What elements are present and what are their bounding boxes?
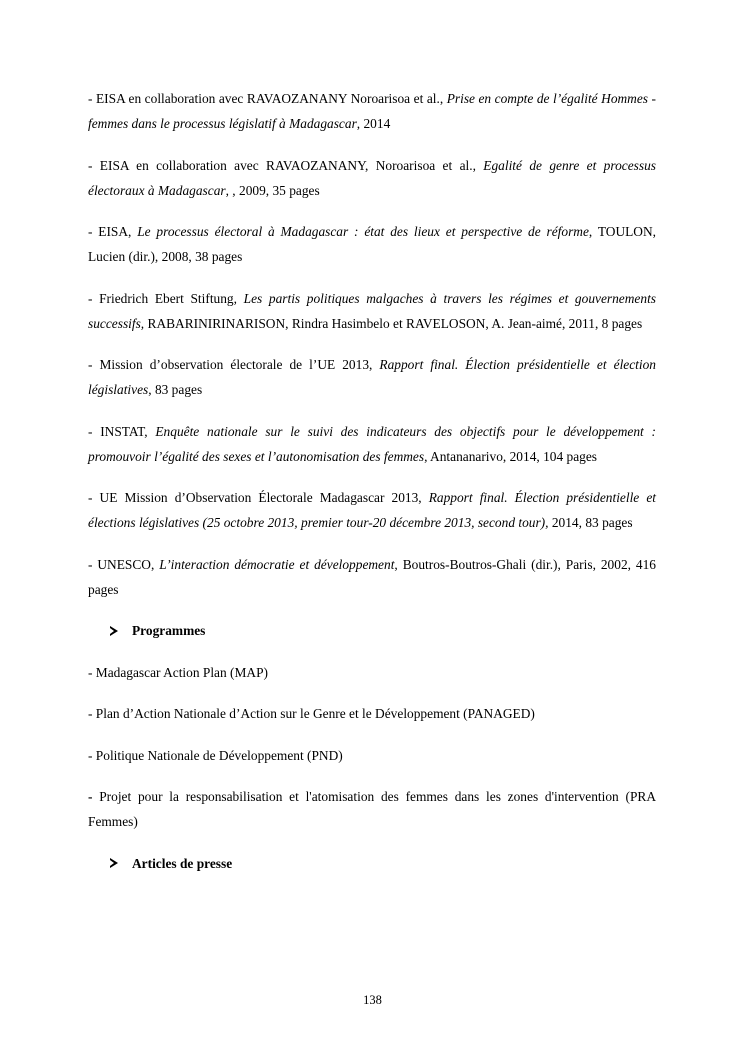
reference-title: Rapport final. Élection présidentielle et élection législatives	[88, 357, 657, 397]
programme-item	[88, 784, 656, 834]
programme-item: - Politique Nationale de Développement (PND)	[88, 747, 343, 763]
reference-author: - INSTAT,	[88, 423, 156, 439]
programme-item: - Madagascar Action Plan (MAP)	[88, 664, 268, 680]
section-heading-press	[88, 851, 656, 876]
reference-details: 2014, 83 pages	[548, 515, 633, 530]
reference-author: - UNESCO,	[88, 556, 160, 572]
reference-item	[88, 86, 656, 136]
reference-item	[88, 219, 656, 269]
arrow-bullet-icon	[110, 626, 118, 636]
reference-title: Le processus électoral à Madagascar : état des lieux et perspective de réforme	[137, 224, 589, 239]
reference-title: Les partis politiques malgaches à travers les régimes et gouvernements successifs,	[88, 290, 656, 331]
programme-item: - Plan d’Action Nationale d’Action sur le Genre et le Développement (PANAGED)	[88, 706, 535, 721]
section-heading-label: Programmes	[132, 623, 206, 638]
reference-author: - EISA en collaboration avec RAVAOZANANY Noroarisoa et al.,	[88, 91, 447, 106]
reference-item	[88, 485, 656, 535]
reference-author: - EISA,	[88, 224, 138, 239]
reference-details: , Antananarivo, 2014, 104 pages	[424, 448, 598, 464]
reference-title: Egalité de genre et processus électoraux à Madagascar	[88, 157, 656, 198]
arrow-bullet-icon	[110, 858, 118, 868]
programme-dash: -	[88, 789, 93, 804]
programme-text: Projet pour la responsabilisation et l'atomisation des femmes dans les zones d'intervention (PRA Femmes)	[88, 789, 656, 829]
section-heading-programmes	[88, 618, 656, 643]
reference-item	[88, 352, 656, 402]
bibliography-page	[88, 86, 656, 892]
page-number: 138	[363, 993, 382, 1007]
reference-item	[88, 286, 656, 336]
reference-title: L’interaction démocratie et développement	[159, 556, 395, 572]
reference-details: , TOULON, Lucien (dir.), 2008, 38 pages	[88, 224, 656, 264]
reference-author: - Mission d’observation électorale de l’UE 2013,	[88, 357, 380, 372]
reference-title: Prise en compte de l’égalité Hommes -femmes dans le processus législatif à Madagascar	[88, 91, 656, 131]
reference-item	[88, 419, 656, 469]
reference-author: - UE Mission d’Observation Électorale Madagascar 2013,	[88, 490, 429, 505]
reference-item	[88, 153, 656, 203]
reference-details: , Boutros-Boutros-Ghali (dir.), Paris, 2002, 416 pages	[88, 556, 656, 597]
reference-details: , , 2009, 35 pages	[225, 182, 320, 198]
reference-details: RABARINIRINARISON, Rindra Hasimbelo et RAVELOSON, A. Jean-aimé, 2011, 8 pages	[144, 315, 643, 331]
reference-title: Enquête nationale sur le suivi des indicateurs des objectifs pour le développement : promouvoir l’égalité des sexes et l’autonomisation des femmes	[88, 423, 656, 464]
section-heading-label: Articles de presse	[132, 855, 233, 871]
reference-author: - Friedrich Ebert Stiftung,	[88, 290, 244, 306]
reference-details: , 83 pages	[148, 382, 203, 397]
reference-title: Rapport final. Élection présidentielle et élections législatives (25 octobre 2013, premier tour-20 décembre 2013, second tour),	[88, 490, 656, 530]
reference-author: - EISA en collaboration avec RAVAOZANANY, Noroarisoa et al.,	[88, 157, 484, 173]
reference-item	[88, 552, 656, 602]
reference-details: , 2014	[356, 116, 391, 131]
